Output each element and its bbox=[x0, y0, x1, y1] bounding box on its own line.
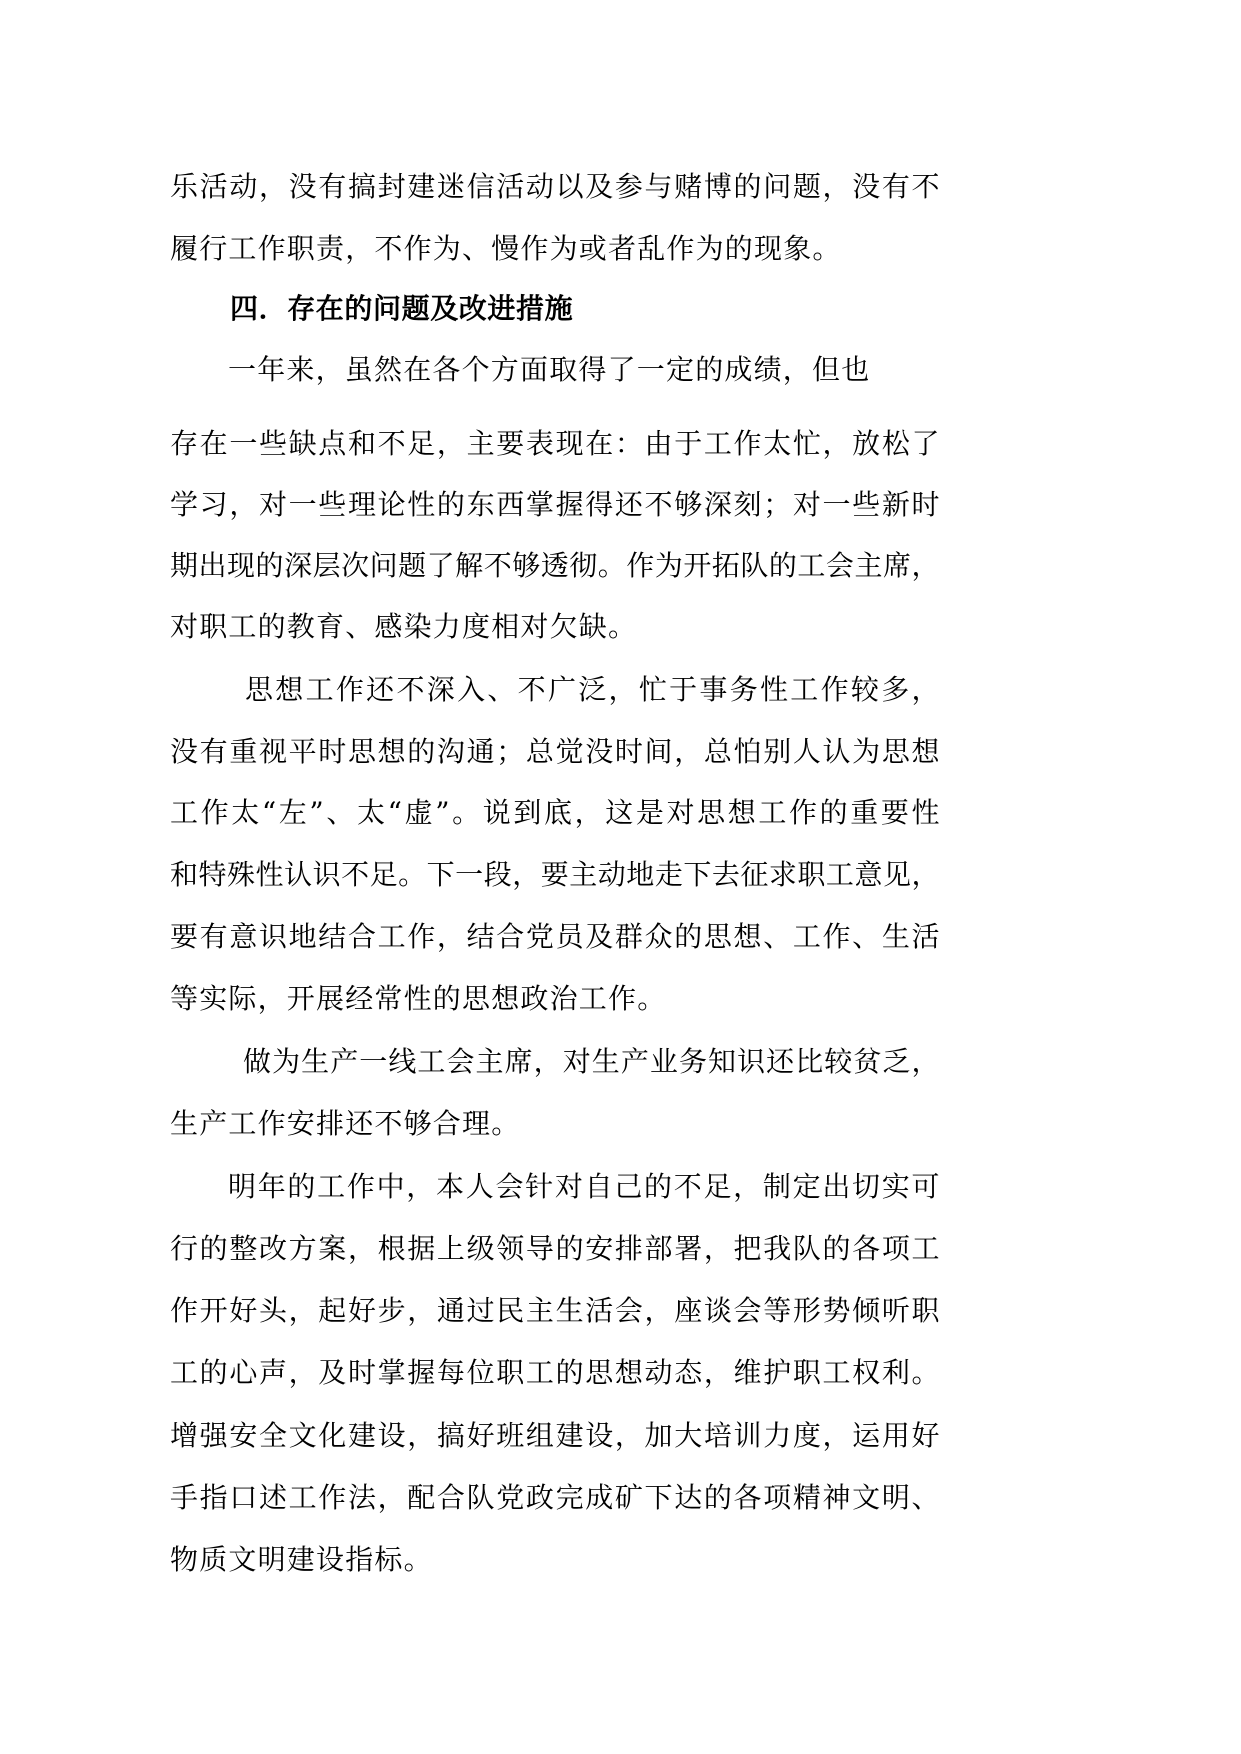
text-line: 工作太“左”、太“虚”。说到底，这是对思想工作的重要性 bbox=[170, 796, 940, 829]
text-line: 期出现的深层次问题了解不够透彻。作为开拓队的工会主席， bbox=[170, 549, 940, 582]
text-line: 作开好头，起好步，通过民主生活会，座谈会等形势倾听职 bbox=[170, 1294, 940, 1327]
text-line: 对职工的教育、感染力度相对欠缺。 bbox=[170, 610, 638, 643]
text-line: 没有重视平时思想的沟通；总觉没时间，总怕别人认为思想 bbox=[170, 735, 940, 768]
text-line: 生产工作安排还不够合理。 bbox=[170, 1107, 521, 1140]
text-line: 工的心声，及时掌握每位职工的思想动态，维护职工权利。 bbox=[170, 1356, 940, 1389]
text-line: 行的整改方案，根据上级领导的安排部署，把我队的各项工 bbox=[170, 1232, 940, 1265]
text-line: 物质文明建设指标。 bbox=[170, 1543, 433, 1576]
text-line: 存在一些缺点和不足，主要表现在：由于工作太忙，放松了 bbox=[170, 427, 940, 460]
text-line: 要有意识地结合工作，结合党员及群众的思想、工作、生活 bbox=[170, 920, 940, 953]
text-line: 思想工作还不深入、不广泛，忙于事务性工作较多， bbox=[245, 673, 940, 706]
text-line: 等实际，开展经常性的思想政治工作。 bbox=[170, 982, 667, 1015]
text-line: 增强安全文化建设，搞好班组建设，加大培训力度，运用好 bbox=[170, 1419, 940, 1452]
text-line: 一年来，虽然在各个方面取得了一定的成绩，但也 bbox=[228, 353, 871, 386]
text-line: 乐活动，没有搞封建迷信活动以及参与赌博的问题，没有不 bbox=[170, 170, 940, 203]
section-heading: 四．存在的问题及改进措施 bbox=[230, 292, 574, 325]
text-line: 和特殊性认识不足。下一段，要主动地走下去征求职工意见， bbox=[170, 858, 940, 891]
text-line: 做为生产一线工会主席，对生产业务知识还比较贫乏， bbox=[243, 1045, 940, 1078]
text-line: 履行工作职责，不作为、慢作为或者乱作为的现象。 bbox=[170, 232, 842, 265]
text-line: 手指口述工作法，配合队党政完成矿下达的各项精神文明、 bbox=[170, 1481, 940, 1514]
text-line: 明年的工作中，本人会针对自己的不足，制定出切实可 bbox=[228, 1170, 940, 1203]
text-line: 学习，对一些理论性的东西掌握得还不够深刻；对一些新时 bbox=[170, 488, 940, 521]
